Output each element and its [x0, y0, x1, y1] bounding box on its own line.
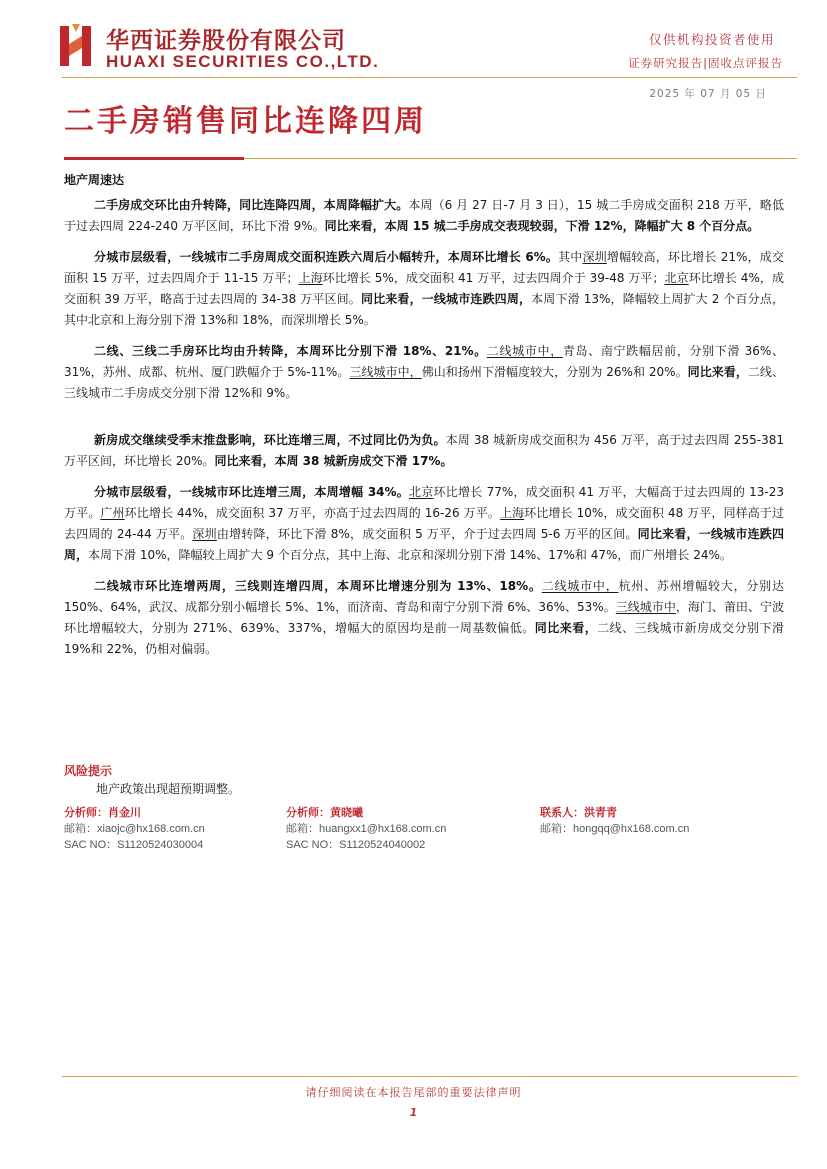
- body-text: 杭州、苏州增幅较大，分别达 150%、64%，武汉、成都分别小幅增长 5%、1%，而济南、青岛和南宁分别下滑 6%、36%、53%。: [64, 579, 784, 614]
- tier-label: 二线城市中，: [541, 579, 619, 593]
- emphasis-text: 同比来看，本周 38 城新房成交下滑 17%。: [214, 454, 453, 468]
- emphasis-text: 同比来看，: [534, 621, 598, 635]
- report-body: [64, 195, 784, 670]
- body-text: 本周 38 城新房成交面积为 456 万平，高于过去四周 255-381 万平区间，环比增长 20%。: [64, 433, 784, 468]
- body-text: 环比增长 4%，成交面积 39 万平，略高于过去四周的 34-38 万平区间。: [64, 271, 784, 306]
- contact-card: [540, 805, 689, 837]
- body-text: 佛山和扬州下滑幅度较大，分别为 26%和 20%。: [421, 365, 688, 379]
- body-text: 二线、三线城市二手房成交分别下滑 12%和 9%。: [64, 365, 784, 400]
- analyst-email[interactable]: 邮箱：xiaojc@hx168.com.cn: [64, 823, 205, 835]
- lead-sentence: 新房成交继续受季末推盘影响，环比连增三周，不过同比仍为负。: [94, 433, 446, 447]
- lead-sentence: 分城市层级看，一线城市二手房周成交面积连跌六周后小幅转升，本周环比增长 6%。: [94, 250, 559, 264]
- analyst-name: 分析师：肖金川: [64, 806, 141, 819]
- huaxi-logo-icon: [60, 22, 94, 70]
- paragraph: [64, 341, 784, 404]
- city-label: 北京: [409, 485, 434, 499]
- city-label: 深圳: [192, 527, 217, 541]
- body-text: ，海门、莆田、宁波环比增幅较大，分别为 271%、639%、337%，增幅大的原因均是前一周基数偏低。: [64, 600, 784, 635]
- report-date: 2025 年 07 月 05 日: [649, 88, 767, 100]
- body-text: 二线、三线城市新房成交分别下滑 19%和 22%，仍相对偏弱。: [64, 621, 784, 656]
- report-type: 证券研究报告|固收点评报告: [628, 56, 783, 70]
- lead-sentence: 二线城市环比连增两周，三线则连增四周，本周环比增速分别为 13%、18%。: [94, 579, 542, 593]
- analyst-email[interactable]: 邮箱：huangxx1@hx168.com.cn: [286, 823, 447, 835]
- body-text: 增幅较高，环比增长 21%，成交面积 15 万平，过去四周介于 11-15 万平；: [64, 250, 784, 285]
- tier-label: 二线城市中，: [486, 344, 563, 358]
- lead-sentence: 二手房成交环比由升转降，同比连降四周，本周降幅扩大。: [94, 198, 409, 212]
- body-text: 青岛、南宁跌幅居前，分别下滑 36%、31%，苏州、成都、杭州、厦门跌幅介于 5%-11%。: [64, 344, 784, 379]
- body-text: 由增转降，环比下滑 8%，成交面积 5 万平，介于过去四周 5-6 万平的区间。: [216, 527, 638, 541]
- body-text: 环比增长 10%，成交面积 48 万平，同样高于过去四周的 24-44 万平。: [64, 506, 784, 541]
- contact-email[interactable]: 邮箱：hongqq@hx168.com.cn: [540, 823, 690, 835]
- header-divider: [62, 77, 797, 78]
- body-text: 环比增长 77%，成交面积 41 万平，大幅高于过去四周的 13-23 万平。: [64, 485, 784, 520]
- city-label: 北京: [664, 271, 689, 285]
- body-text: 本周下滑 10%，降幅较上周扩大 9 个百分点，其中上海、北京和深圳分别下滑 14%、17%和 47%，而广州增长 24%。: [88, 548, 732, 562]
- city-label: 广州: [100, 506, 125, 520]
- city-label: 上海: [499, 506, 525, 520]
- analyst-card: [64, 805, 205, 853]
- footer-disclaimer: 请仔细阅读在本报告尾部的重要法律声明: [305, 1086, 522, 1099]
- analyst-name: 分析师：黄晓曦: [286, 806, 363, 819]
- body-text: 本周下滑 13%，降幅较上周扩大 2 个百分点，其中北京和上海分别下滑 13%和 18%，而深圳增长 5%。: [64, 292, 784, 327]
- lead-sentence: 二线、三线二手房环比均由升转降，本周环比分别下滑 18%、21%。: [94, 344, 487, 358]
- page-number: 1: [409, 1106, 418, 1119]
- paragraph: [64, 195, 784, 237]
- tier-label: 三线城市中，: [349, 365, 422, 379]
- paragraph: [64, 247, 784, 331]
- body-text: 本周（6 月 27 日-7 月 3 日），15 城二手房成交面积 218 万平，略低于过去四周 224-240 万平区间，环比下滑 9%。: [64, 198, 784, 233]
- city-label: 上海: [298, 271, 323, 285]
- risk-text: 地产政策出现超预期调整。: [96, 782, 241, 796]
- title-rule: [244, 158, 797, 159]
- brand-name-cn: 华西证券股份有限公司: [106, 27, 346, 54]
- risk-heading: 风险提示: [64, 764, 113, 778]
- emphasis-text: 同比来看，本周 15 城二手房成交表现较弱，下滑 12%，降幅扩大 8 个百分点。: [324, 219, 760, 233]
- lead-sentence: 分城市层级看，一线城市环比连增三周，本周增幅 34%。: [94, 485, 410, 499]
- title-rule-accent: [64, 157, 244, 160]
- brand-name-en: HUAXI SECURITIES CO.,LTD.: [106, 52, 380, 71]
- body-text: 环比增长 5%，成交面积 41 万平，过去四周介于 39-48 万平；: [322, 271, 665, 285]
- audience-note: 仅供机构投资者使用: [648, 32, 775, 47]
- footer-divider: [62, 1076, 797, 1077]
- emphasis-text: 同比来看，一线城市连跌四周，: [64, 527, 784, 562]
- section-heading: 地产周速达: [64, 173, 125, 187]
- analyst-sac: SAC NO：S1120524040002: [286, 839, 426, 851]
- emphasis-text: 同比来看，一线城市连跌四周，: [360, 292, 532, 306]
- paragraph: [64, 482, 784, 566]
- emphasis-text: 同比来看，: [687, 365, 748, 379]
- body-text: 其中: [558, 250, 583, 264]
- contact-name: 联系人：洪青青: [540, 806, 617, 819]
- tier-label: 三线城市中: [615, 600, 676, 614]
- analyst-sac: SAC NO：S1120524030004: [64, 839, 204, 851]
- report-title: 二手房销售同比连降四周: [64, 104, 427, 139]
- analyst-card: [286, 805, 446, 853]
- paragraph: [64, 576, 784, 660]
- body-text: 环比增长 44%，成交面积 37 万平，亦高于过去四周的 16-26 万平。: [124, 506, 500, 520]
- paragraph: [64, 430, 784, 472]
- city-label: 深圳: [582, 250, 607, 264]
